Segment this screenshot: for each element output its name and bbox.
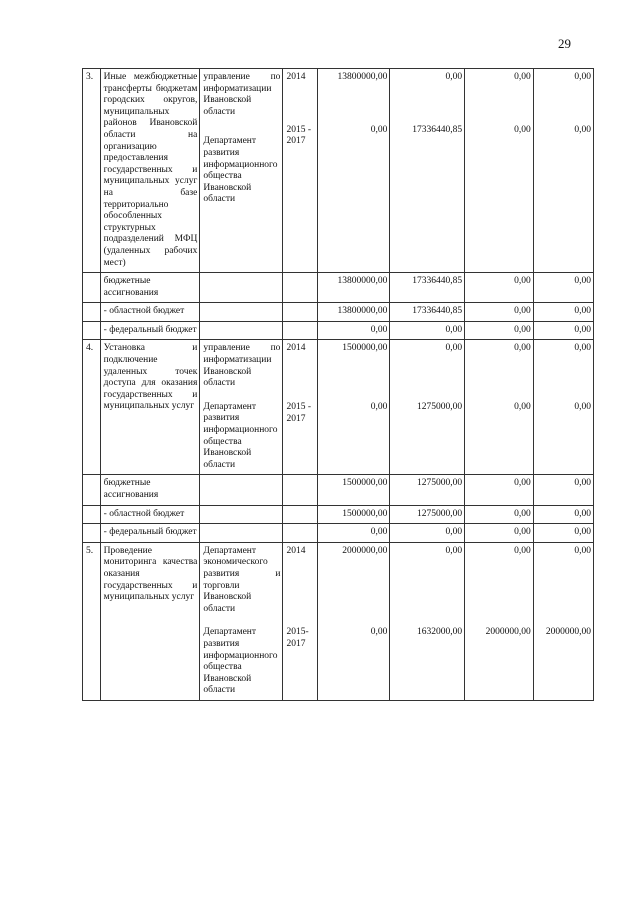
item-number: 5. bbox=[83, 542, 101, 700]
value-text: 0,00 bbox=[445, 72, 463, 82]
item-name: Проведение мониторинга качества оказания государственных и муниципальных услуг bbox=[100, 542, 200, 700]
table-row bbox=[83, 505, 594, 524]
value-cell bbox=[317, 542, 390, 700]
year-text: 2014 bbox=[286, 545, 306, 556]
value-text: 0,00 bbox=[574, 545, 591, 556]
table-row bbox=[83, 475, 594, 505]
executor-text: Департамент развития информационного общества Ивановской области bbox=[203, 627, 278, 696]
total-label: бюджетные ассигнования bbox=[100, 475, 200, 505]
value-cell: 0,00 bbox=[465, 303, 534, 322]
value-cell: 0,00 bbox=[465, 475, 534, 505]
value-cell: 0,00 bbox=[533, 321, 593, 340]
item-number: 4. bbox=[83, 340, 101, 475]
value-text: 0,00 bbox=[514, 72, 531, 82]
year-cell bbox=[283, 69, 317, 273]
value-cell: 0,00 bbox=[465, 505, 534, 524]
table-row bbox=[83, 303, 594, 322]
value-cell: 0,00 bbox=[465, 321, 534, 340]
executor-text: Департамент развития информационного общества Ивановской области bbox=[203, 136, 278, 205]
value-text: 0,00 bbox=[574, 402, 591, 413]
total-label: - областной бюджет bbox=[100, 505, 200, 524]
value-text: 0,00 bbox=[370, 124, 388, 135]
executor-cell bbox=[200, 340, 283, 475]
value-cell: 0,00 bbox=[317, 321, 390, 340]
value-cell: 13800000,00 bbox=[317, 273, 390, 303]
item-number: 3. bbox=[83, 69, 101, 273]
value-cell: 13800000,00 bbox=[317, 303, 390, 322]
total-label: бюджетные ассигнования bbox=[100, 273, 200, 303]
value-text: 1500000,00 bbox=[342, 343, 388, 354]
year-text: 2015 - 2017 bbox=[286, 402, 311, 424]
value-text: 2000000,00 bbox=[342, 545, 388, 556]
executor-text: Департамент развития информационного общества Ивановской области bbox=[203, 401, 278, 470]
executor-text: управление по информатизации Ивановской области bbox=[203, 72, 281, 117]
value-cell: 17336440,85 bbox=[390, 273, 465, 303]
value-text: 0,00 bbox=[514, 402, 531, 413]
table-row bbox=[83, 273, 594, 303]
value-cell: 0,00 bbox=[533, 524, 593, 543]
value-cell: 17336440,85 bbox=[390, 303, 465, 322]
value-cell: 0,00 bbox=[533, 475, 593, 505]
table-row bbox=[83, 69, 594, 273]
total-label: - областной бюджет bbox=[100, 303, 200, 322]
value-text: 0,00 bbox=[574, 124, 591, 135]
value-text: 17336440,85 bbox=[412, 124, 463, 135]
value-cell: 1275000,00 bbox=[390, 505, 465, 524]
value-text: 0,00 bbox=[574, 343, 591, 354]
table-row bbox=[83, 321, 594, 340]
page-number: 29 bbox=[558, 36, 571, 51]
value-cell: 1500000,00 bbox=[317, 475, 390, 505]
executor-cell bbox=[200, 542, 283, 700]
value-cell bbox=[390, 69, 465, 273]
value-text: 0,00 bbox=[445, 343, 463, 354]
value-text: 0,00 bbox=[514, 343, 531, 354]
value-cell bbox=[390, 542, 465, 700]
year-text: 2015- 2017 bbox=[286, 627, 309, 649]
item-name: Установка и подключение удаленных точек доступа для оказания государственных и муниципальных услуг bbox=[100, 340, 200, 475]
value-cell bbox=[465, 69, 534, 273]
value-cell bbox=[533, 340, 593, 475]
value-cell bbox=[465, 340, 534, 475]
executor-cell bbox=[200, 69, 283, 273]
value-text: 1632000,00 bbox=[417, 627, 463, 638]
value-text: 0,00 bbox=[514, 124, 531, 135]
year-text: 2015 - 2017 bbox=[286, 124, 311, 147]
year-cell bbox=[283, 340, 317, 475]
table-row bbox=[83, 340, 594, 475]
value-cell: 0,00 bbox=[533, 505, 593, 524]
executor-text: управление по информатизации Ивановской области bbox=[203, 343, 281, 389]
year-cell bbox=[283, 542, 317, 700]
value-text: 0,00 bbox=[370, 402, 388, 413]
value-cell bbox=[317, 340, 390, 475]
program-table bbox=[82, 68, 594, 701]
value-cell: 0,00 bbox=[465, 524, 534, 543]
value-text: 1275000,00 bbox=[417, 402, 463, 413]
value-text: 0,00 bbox=[370, 627, 388, 638]
year-text: 2014 bbox=[286, 72, 306, 82]
value-cell: 1500000,00 bbox=[317, 505, 390, 524]
value-cell: 0,00 bbox=[390, 524, 465, 543]
value-cell: 0,00 bbox=[465, 273, 534, 303]
item-name: Иные межбюджетные трансферты бюджетам городских округов, муниципальных районов Ивановской области на организацию предоставления государственных и муниципальных услуг на базе территориально обособленных структурных подразделений МФЦ (удаленных рабочих мест) bbox=[100, 69, 200, 273]
value-cell: 0,00 bbox=[533, 303, 593, 322]
value-text: 0,00 bbox=[574, 72, 591, 82]
value-cell bbox=[533, 69, 593, 273]
value-cell bbox=[390, 340, 465, 475]
value-text: 2000000,00 bbox=[545, 627, 591, 638]
total-label: - федеральный бюджет bbox=[100, 321, 200, 340]
year-text: 2014 bbox=[286, 343, 306, 354]
value-text: 13800000,00 bbox=[337, 72, 388, 82]
value-cell: 0,00 bbox=[317, 524, 390, 543]
table-row bbox=[83, 524, 594, 543]
value-text: 2000000,00 bbox=[485, 627, 531, 638]
value-cell bbox=[317, 69, 390, 273]
total-label: - федеральный бюджет bbox=[100, 524, 200, 543]
table-row bbox=[83, 542, 594, 700]
executor-text: Департамент экономического развития и торговли Ивановской области bbox=[203, 545, 281, 614]
value-cell: 0,00 bbox=[533, 273, 593, 303]
value-cell: 1275000,00 bbox=[390, 475, 465, 505]
value-text: 0,00 bbox=[514, 545, 531, 556]
value-cell: 0,00 bbox=[390, 321, 465, 340]
value-cell bbox=[533, 542, 593, 700]
value-text: 0,00 bbox=[445, 545, 463, 556]
value-cell bbox=[465, 542, 534, 700]
